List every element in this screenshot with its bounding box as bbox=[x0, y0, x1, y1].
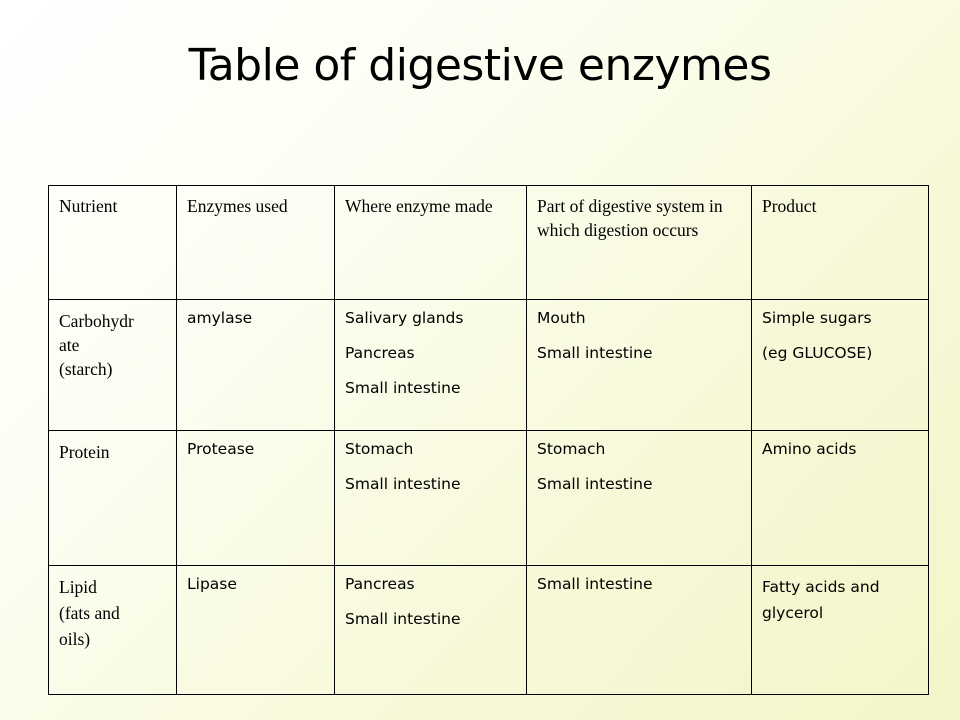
header-cell-nutrient: Nutrient bbox=[49, 186, 177, 300]
part-cell bbox=[527, 566, 752, 695]
where-made-line: Small intestine bbox=[345, 610, 461, 628]
product-cell bbox=[752, 431, 929, 566]
part-line: Mouth bbox=[537, 309, 586, 327]
nutrient-line: Lipid bbox=[59, 577, 97, 597]
enzyme-cell: Protease bbox=[177, 431, 335, 566]
where-made-line: Pancreas bbox=[345, 575, 415, 593]
part-line: Stomach bbox=[537, 440, 606, 458]
product-line: (eg GLUCOSE) bbox=[762, 344, 873, 362]
nutrient-line: (starch) bbox=[59, 359, 113, 379]
nutrient-line: Carbohydr bbox=[59, 311, 134, 331]
table-row bbox=[49, 566, 929, 695]
where-made-line: Small intestine bbox=[345, 475, 461, 493]
where-made-line: Small intestine bbox=[345, 379, 461, 397]
nutrient-cell bbox=[49, 300, 177, 431]
page-title: Table of digestive enzymes bbox=[188, 40, 772, 91]
nutrient-cell bbox=[49, 431, 177, 566]
part-cell bbox=[527, 431, 752, 566]
part-line: Small intestine bbox=[537, 575, 653, 593]
product-line: Amino acids bbox=[762, 440, 857, 458]
nutrient-line: oils) bbox=[59, 629, 91, 649]
where-made-line: Salivary glands bbox=[345, 309, 464, 327]
header-cell-enzymes-used: Enzymes used bbox=[177, 186, 335, 300]
product-cell: Fatty acids and glycerol bbox=[752, 566, 929, 695]
enzyme-cell: Lipase bbox=[177, 566, 335, 695]
header-cell-where-made: Where enzyme made bbox=[335, 186, 527, 300]
where-made-line: Pancreas bbox=[345, 344, 415, 362]
product-cell bbox=[752, 300, 929, 431]
where-made-line: Stomach bbox=[345, 440, 414, 458]
table-header-row bbox=[49, 186, 929, 300]
where-made-cell bbox=[335, 566, 527, 695]
header-cell-part-of-system: Part of digestive system in which digestion occurs bbox=[527, 186, 752, 300]
enzymes-table bbox=[48, 185, 929, 695]
part-line: Small intestine bbox=[537, 344, 653, 362]
header-cell-product: Product bbox=[752, 186, 929, 300]
product-line: Simple sugars bbox=[762, 309, 872, 327]
part-line: Small intestine bbox=[537, 475, 653, 493]
table-row bbox=[49, 431, 929, 566]
part-cell bbox=[527, 300, 752, 431]
where-made-cell bbox=[335, 431, 527, 566]
nutrient-line: (fats and bbox=[59, 603, 120, 623]
table-row bbox=[49, 300, 929, 431]
nutrient-line: ate bbox=[59, 335, 80, 355]
nutrient-line: Protein bbox=[59, 442, 110, 462]
enzyme-cell: amylase bbox=[177, 300, 335, 431]
where-made-cell bbox=[335, 300, 527, 431]
nutrient-cell bbox=[49, 566, 177, 695]
